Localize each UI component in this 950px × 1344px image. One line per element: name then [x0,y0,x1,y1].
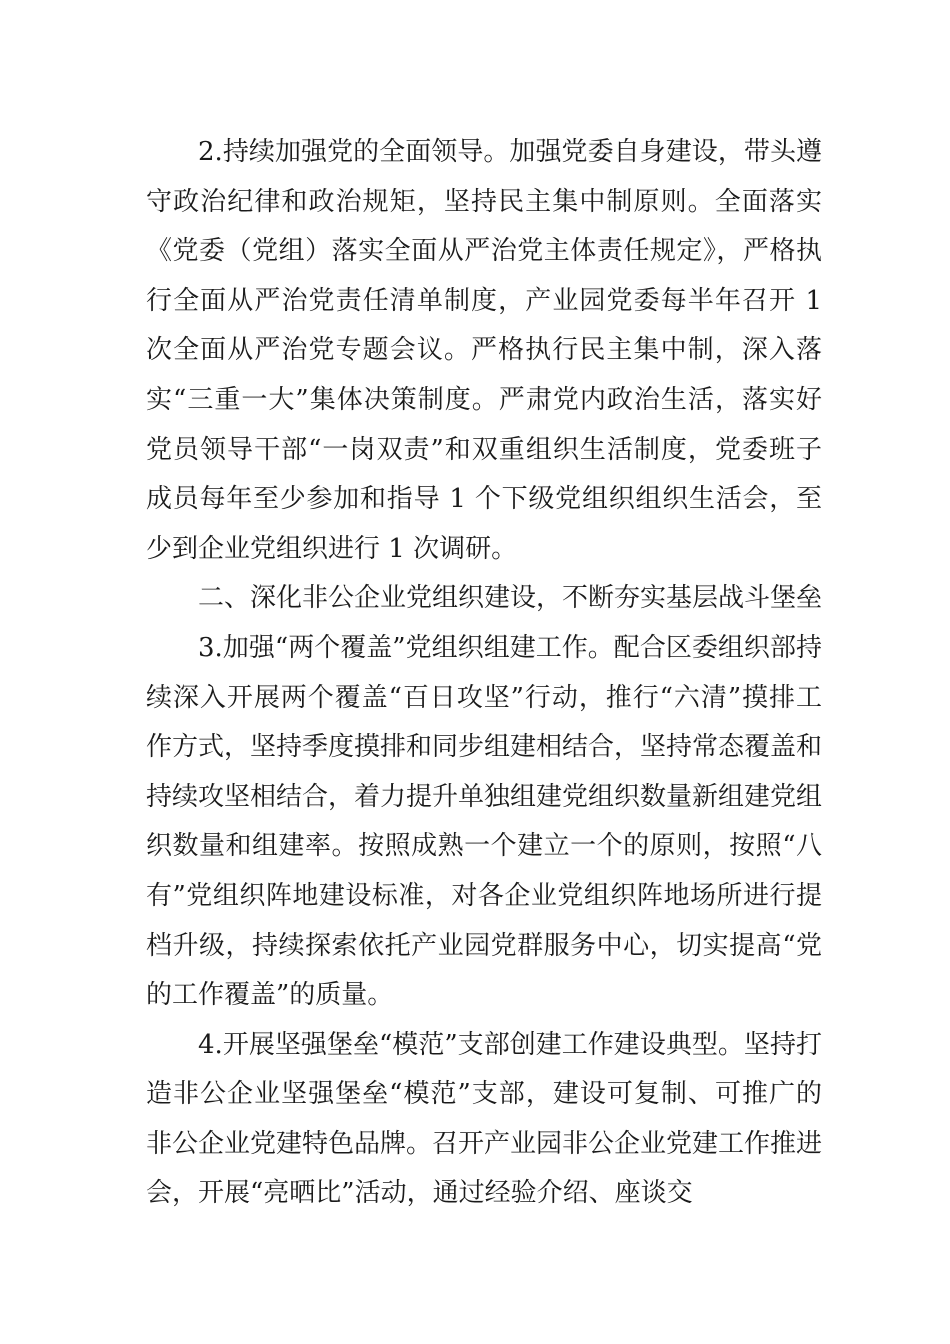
paragraph-item-3: 3.加强“两个覆盖”党组织组建工作。配合区委组织部持续深入开展两个覆盖“百日攻坚”行动，推行“六清”摸排工作方式，坚持季度摸排和同步组建相结合，坚持常态覆盖和持续攻坚相结合，着力提升单独组建党组织数量新组建党组织数量和组建率。按照成熟一个建立一个的原则，按照“八有”党组织阵地建设标准，对各企业党组织阵地场所进行提档升级，持续探索依托产业园党群服务中心，切实提高“党的工作覆盖”的质量。 [146,632,823,1011]
section-heading-2: 二、深化非公企业党组织建设，不断夯实基层战斗堡垒 [198,583,823,614]
paragraph-item-4: 4.开展坚强堡垒“模范”支部创建工作建设典型。坚持打造非公企业坚强堡垒“模范”支部，建设可复制、可推广的非公企业党建特色品牌。召开产业园非公企业党建工作推进会，开展“亮晒比”活动，通过经验介绍、座谈交 [146,1029,823,1209]
paragraph-item-2: 2.持续加强党的全面领导。加强党委自身建设，带头遵守政治纪律和政治规矩，坚持民主集中制原则。全面落实《党委（党组）落实全面从严治党主体责任规定》，严格执行全面从严治党责任清单制度，产业园党委每半年召开 1 次全面从严治党专题会议。严格执行民主集中制，深入落实“三重一大”集体决策制度。严肃党内政治生活，落实好党员领导干部“一岗双责”和双重组织生活制度，党委班子成员每年至少参加和指导 1 个下级党组织组织生活会，至少到企业党组织进行 1 次调研。 [146,137,822,564]
document-page [146,128,822,1219]
